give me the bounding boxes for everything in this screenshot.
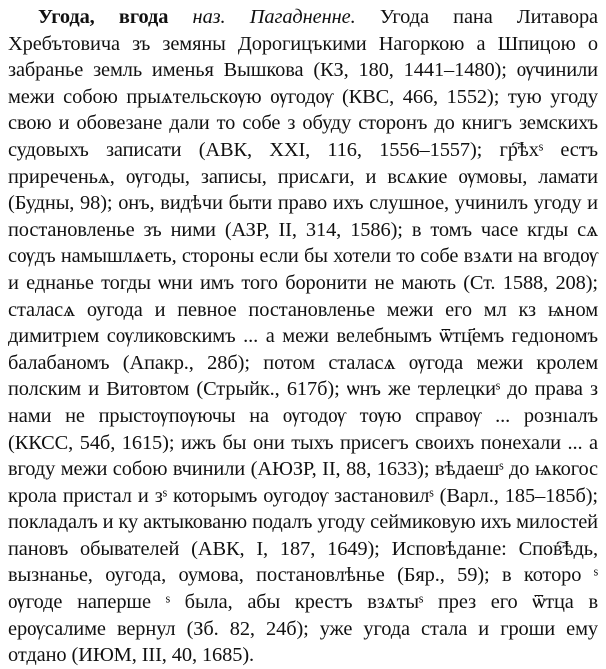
- grammar-label: наз.: [192, 6, 226, 28]
- entry-paragraph: [8, 4, 598, 669]
- headword: Угода, вгода: [38, 6, 169, 28]
- citations-text: Угода пана Литавора Хребътовича зъ земяны Дорогицъкими Нагоркою а Шпицою о забранье земль именья Вышкова (КЗ, 180, 1441–1480); ѹчинили межи собою прыѧтельскѹю ѹгодѹ (КВС, 466, 1552); тую угоду свою и обовезане дали то собе з обуду сторонъ до книгъ земскихъ судовыхъ записати (АВК, XXI, 116, 1556–1557); гр҇ѣхˢ естъ прирeченьѧ, ѹгоды, записы, присѧги, и всѧкие ѹмовы, ламати (Будны, 98); онъ, видѣчи быти право ихъ слушное, учинилъ угоду и постановленье зъ ними (АЗР, II, 314, 1586); в томъ часе кгды сѧ сѹдъ намышлѧеть, стороны если бы хотели то собе взѧти на вгодѹ и еднанье тогды ѡни имъ того боронити не мають (Ст. 1588, 208); сталасѧ оугода и певное постановленье межи его мл кз ѩном димитрıем сѹликовскимъ ... а межи велебнымъ ѿтц҃емъ гедıономъ балабаномъ (Апакр., 28б); потом сталасѧ ѹгода межи кролем полским и Витовтом (Стрыйк., 617б); ѡнъ же терлецкиˢ до права з нами не прыстѹпѹючы на ѹгодѹ тѹю справѹ ... рознıалъ (ККСС, 54б, 1615); ижъ бы они тыхъ присегъ своихъ понехали ... а вгоду межи собою вчинили (АЮЗР, II, 88, 1633); вѣдаешˢ до ѩкогос крола пристал и зˢ которымъ оугодѹ застановилˢ (Варл., 185–185б); покладалъ и ку актыкованю подалъ угоду сеймиковую ихъ милостей пановъ обывателей (АВК, I, 187, 1649); Исповѣданıе: Спов҇ѣдь, вызнанье, оугода, оумова, постановлѣнье (Бяр., 59); в которо ˢ ѹгоде наперше ˢ была, абы крестъ взѧтыˢ през его ѿтца в ерѹсалиме вернул (Зб. 82, 24б); уже угода стала и гроши ему отдано (ИЮМ, III, 40, 1685).: [8, 6, 598, 667]
- definition: Пагадненне.: [249, 6, 356, 28]
